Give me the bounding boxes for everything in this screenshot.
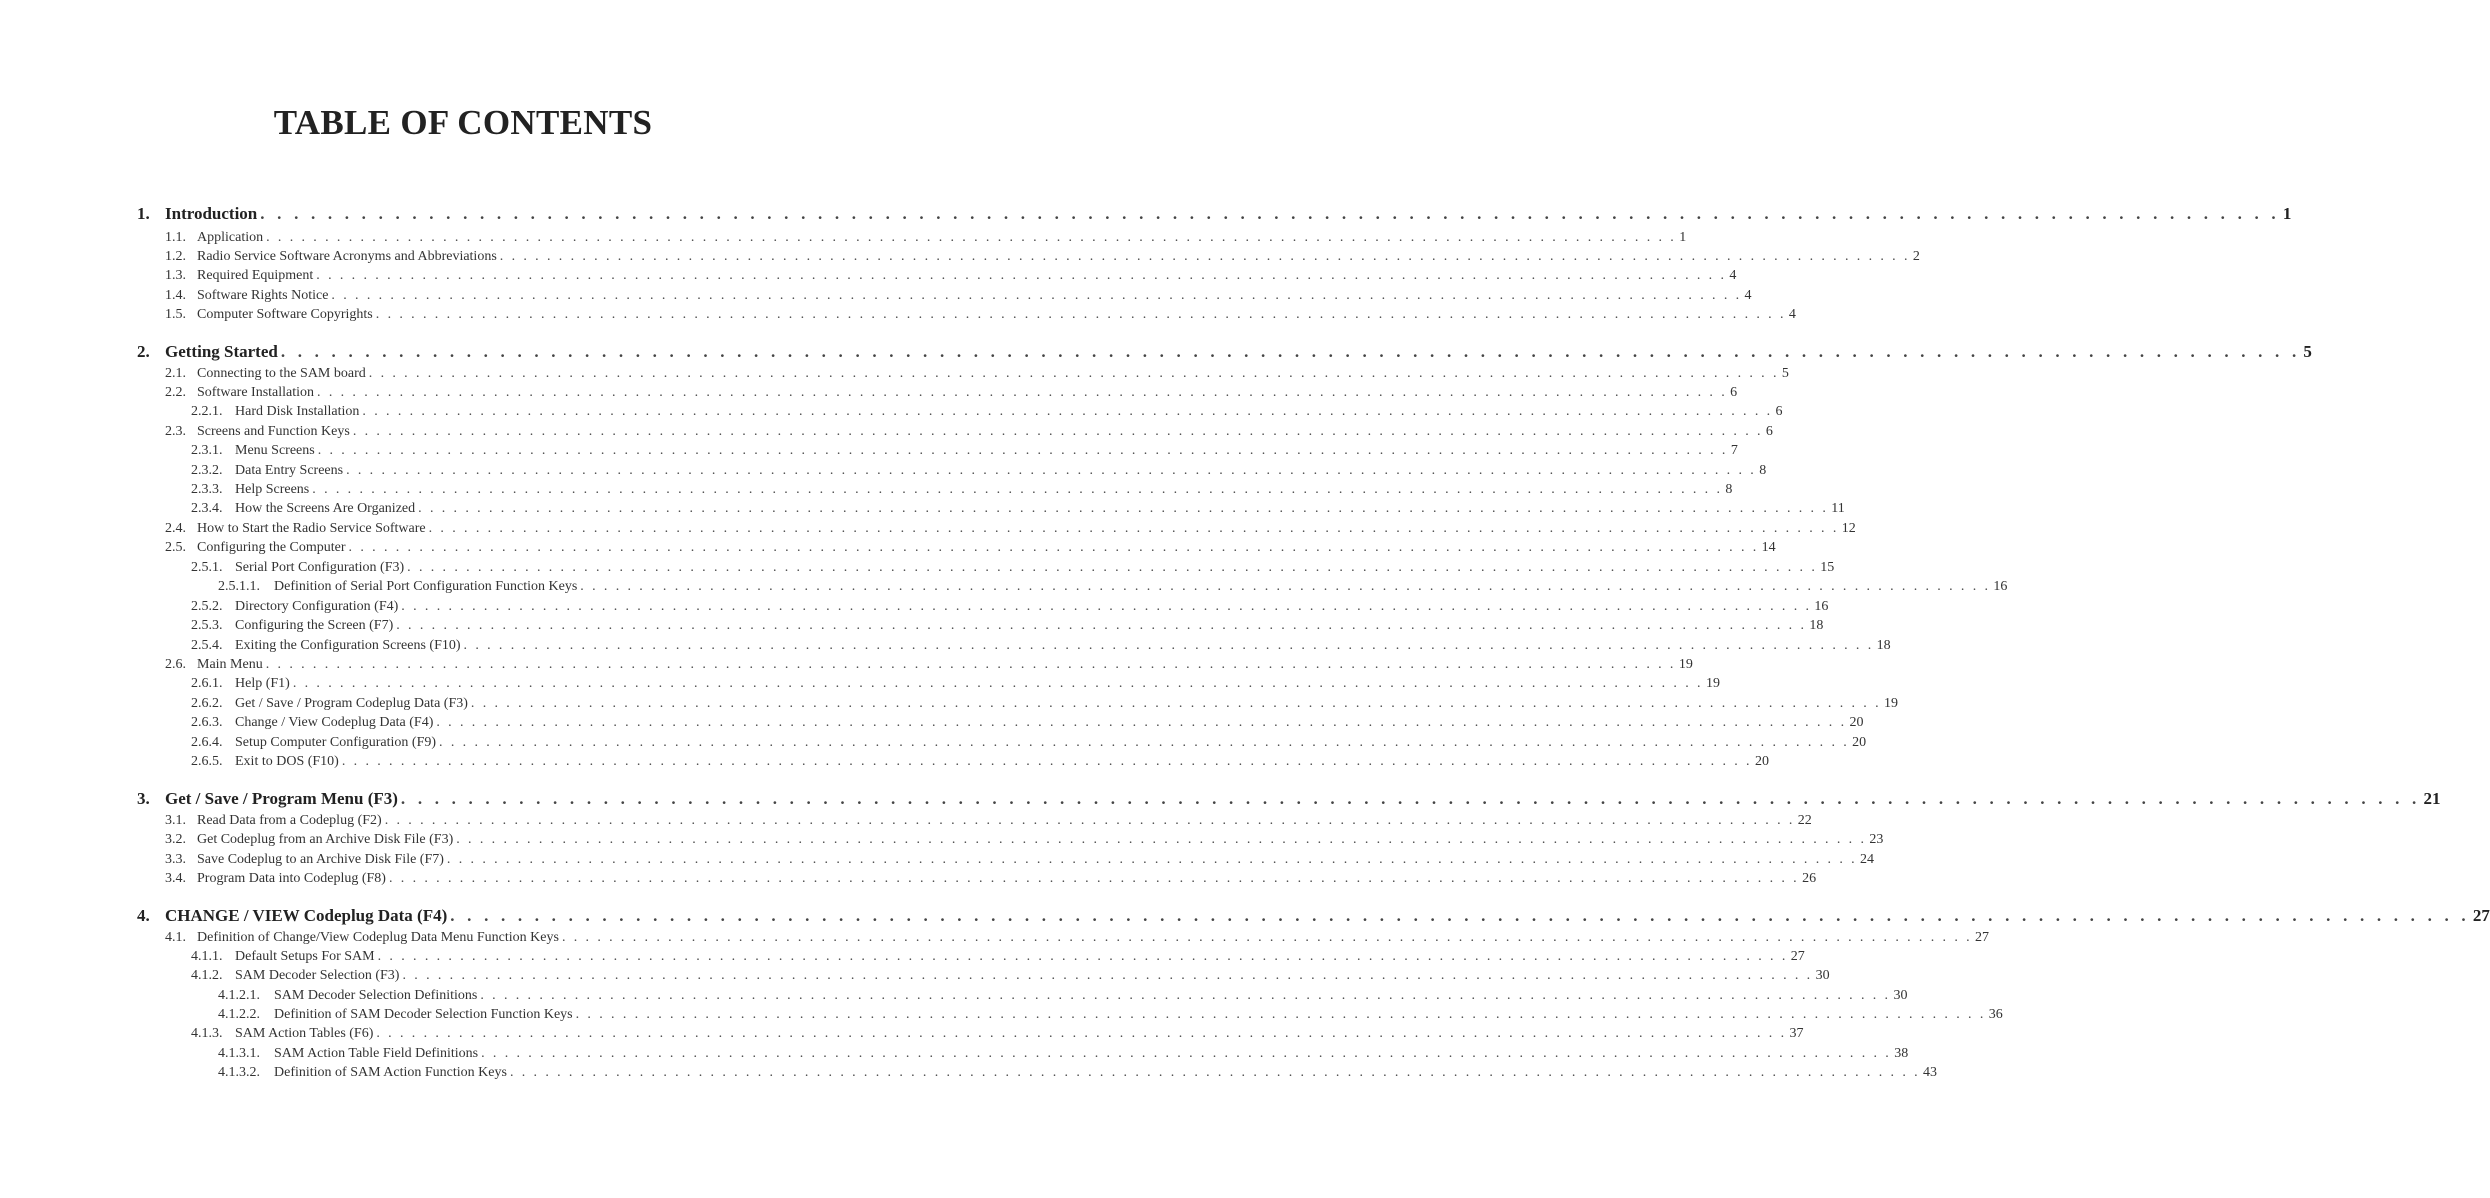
- dot-leader: . . . . . . . . . . . . . . . . . . . . . . . . . . . . . . . . . . . . . . . . . . . . . . . . . . . . . . . . . . . . . . . . . . . . . . . . . . . . . . . . . . . . . . . . . . . . . . . . . . . . . . . . . . . . . . . . . . . . . . . .: [316, 268, 1727, 283]
- toc-entry-number: 3.1.: [165, 813, 186, 828]
- toc-page-number: 16: [1814, 599, 1829, 614]
- toc-entry-number: 2.6.4.: [191, 735, 223, 750]
- toc-entry-number: 4.1.3.2.: [218, 1065, 260, 1080]
- toc-page-number: 23: [1869, 832, 1884, 847]
- dot-leader: . . . . . . . . . . . . . . . . . . . . . . . . . . . . . . . . . . . . . . . . . . . . . . . . . . . . . . . . . . . . . . . . . . . . . . . . . . . . . . . . . . . . . . . . . . . . . . . . . . . . . . . . . . . . . . . . . . . . . . . .: [561, 930, 1973, 945]
- toc-page-number: 20: [1849, 715, 1864, 730]
- toc-entry[interactable]: [165, 424, 1773, 440]
- dot-leader: . . . . . . . . . . . . . . . . . . . . . . . . . . . . . . . . . . . . . . . . . . . . . . . . . . . . . . . . . . . . . . . . . . . . . . . . . . . . . . . . . . . . . . . . . . . . . . . . . . . . . . . . . . . . . . . . . . . . . . . .: [266, 230, 1677, 245]
- toc-chapter-entry[interactable]: [137, 204, 2292, 224]
- toc-entry-number: 4.1.2.2.: [218, 1007, 260, 1022]
- toc-entry-number: 2.6.: [165, 657, 186, 672]
- toc-entry-number: 2.5.: [165, 540, 186, 555]
- dot-leader: . . . . . . . . . . . . . . . . . . . . . . . . . . . . . . . . . . . . . . . . . . . . . . . . . . . . . . . . . . . . . . . . . . . . . . . . . . . . . . . . . . . . . . . . . . . . . . . . . . . . . . . . . . . . . . . . . . . . . . . .: [428, 521, 1839, 536]
- toc-entry-title: SAM Action Tables (F6): [235, 1026, 374, 1041]
- toc-page-number: 27: [2472, 906, 2490, 925]
- toc-entry-number: 1.4.: [165, 288, 186, 303]
- toc-entry-title: Configuring the Screen (F7): [235, 618, 394, 633]
- toc-entry-title: Program Data into Codeplug (F8): [197, 871, 386, 886]
- toc-entry-number: 2.6.5.: [191, 754, 223, 769]
- toc-page-number: 4: [1788, 307, 1796, 322]
- toc-page-number: 1: [2282, 204, 2292, 223]
- toc-entry-title: Get / Save / Program Menu (F3): [165, 789, 398, 808]
- toc-entry[interactable]: [165, 385, 1738, 401]
- toc-entry-number: 1.: [137, 204, 150, 223]
- toc-entry[interactable]: [191, 968, 1830, 984]
- toc-page-number: 24: [1860, 852, 1875, 867]
- toc-entry-number: 1.3.: [165, 268, 186, 283]
- toc-page-number: 16: [1993, 579, 2008, 594]
- toc-entry[interactable]: [218, 1065, 1938, 1081]
- toc-entry[interactable]: [165, 540, 1776, 556]
- toc-entry[interactable]: [165, 366, 1789, 382]
- dot-leader: . . . . . . . . . . . . . . . . . . . . . . . . . . . . . . . . . . . . . . . . . . . . . . . . . . . . . . . . . . . . . . . . . . . . . . . . . . . . . . . . . . . . . . . . . . . . . . . . . . . . . . . . . . . . . . . . . . . . . . . .: [450, 906, 2470, 925]
- toc-entry[interactable]: [191, 1026, 1804, 1042]
- toc-page-number: 38: [1894, 1046, 1909, 1061]
- dot-leader: . . . . . . . . . . . . . . . . . . . . . . . . . . . . . . . . . . . . . . . . . . . . . . . . . . . . . . . . . . . . . . . . . . . . . . . . . . . . . . . . . . . . . . . . . . . . . . . . . . . . . . . . . . . . . . . . . . . . . . . .: [481, 1046, 1892, 1061]
- toc-entry-title: Data Entry Screens: [235, 463, 344, 478]
- toc-entry[interactable]: [191, 443, 1738, 459]
- toc-entry-number: 4.1.1.: [191, 949, 223, 964]
- toc-entry-number: 1.2.: [165, 249, 186, 264]
- toc-entry-title: Software Rights Notice: [197, 288, 329, 303]
- dot-leader: . . . . . . . . . . . . . . . . . . . . . . . . . . . . . . . . . . . . . . . . . . . . . . . . . . . . . . . . . . . . . . . . . . . . . . . . . . . . . . . . . . . . . . . . . . . . . . . . . . . . . . . . . . . . . . . . . . . . . . . .: [376, 1026, 1787, 1041]
- toc-entry-number: 2.1.: [165, 366, 186, 381]
- dot-leader: . . . . . . . . . . . . . . . . . . . . . . . . . . . . . . . . . . . . . . . . . . . . . . . . . . . . . . . . . . . . . . . . . . . . . . . . . . . . . . . . . . . . . . . . . . . . . . . . . . . . . . . . . . . . . . . . . . . . . . . .: [362, 404, 1773, 419]
- toc-page-number: 14: [1761, 540, 1776, 555]
- toc-entry[interactable]: [165, 813, 1812, 829]
- dot-leader: . . . . . . . . . . . . . . . . . . . . . . . . . . . . . . . . . . . . . . . . . . . . . . . . . . . . . . . . . . . . . . . . . . . . . . . . . . . . . . . . . . . . . . . . . . . . . . . . . . . . . . . . . . . . . . . . . . . . . . . .: [436, 715, 1847, 730]
- toc-entry-number: 2.5.4.: [191, 638, 223, 653]
- dot-leader: . . . . . . . . . . . . . . . . . . . . . . . . . . . . . . . . . . . . . . . . . . . . . . . . . . . . . . . . . . . . . . . . . . . . . . . . . . . . . . . . . . . . . . . . . . . . . . . . . . . . . . . . . . . . . . . . . . . . . . . .: [265, 657, 1676, 672]
- toc-entry-title: How to Start the Radio Service Software: [197, 521, 426, 536]
- toc-page-number: 19: [1678, 657, 1693, 672]
- toc-entry-number: 3.3.: [165, 852, 186, 867]
- toc-page-number: 12: [1841, 521, 1856, 536]
- dot-leader: . . . . . . . . . . . . . . . . . . . . . . . . . . . . . . . . . . . . . . . . . . . . . . . . . . . . . . . . . . . . . . . . . . . . . . . . . . . . . . . . . . . . . . . . . . . . . . . . . . . . . . . . . . . . . . . . . . . . . . . .: [292, 676, 1703, 691]
- dot-leader: . . . . . . . . . . . . . . . . . . . . . . . . . . . . . . . . . . . . . . . . . . . . . . . . . . . . . . . . . . . . . . . . . . . . . . . . . . . . . . . . . . . . . . . . . . . . . . . . . . . . . . . . . . . . . . . . . . . . . . . .: [480, 988, 1891, 1003]
- dot-leader: . . . . . . . . . . . . . . . . . . . . . . . . . . . . . . . . . . . . . . . . . . . . . . . . . . . . . . . . . . . . . . . . . . . . . . . . . . . . . . . . . . . . . . . . . . . . . . . . . . . . . . . . . . . . . . . . . . . . . . . .: [377, 949, 1788, 964]
- toc-page-number: 20: [1852, 735, 1867, 750]
- toc-entry-number: 4.1.3.: [191, 1026, 223, 1041]
- toc-page-number: 27: [1975, 930, 1990, 945]
- toc-entry[interactable]: [165, 657, 1693, 673]
- toc-entry-number: 2.3.4.: [191, 501, 223, 516]
- dot-leader: . . . . . . . . . . . . . . . . . . . . . . . . . . . . . . . . . . . . . . . . . . . . . . . . . . . . . . . . . . . . . . . . . . . . . . . . . . . . . . . . . . . . . . . . . . . . . . . . . . . . . . . . . . . . . . . . . . . . . . . .: [352, 424, 1763, 439]
- toc-page-number: 11: [1831, 501, 1845, 516]
- toc-page-number: 26: [1802, 871, 1817, 886]
- toc-entry-title: Definition of SAM Action Function Keys: [274, 1065, 507, 1080]
- toc-entry-number: 2.3.3.: [191, 482, 223, 497]
- toc-entry-number: 2.5.2.: [191, 599, 223, 614]
- toc-entry-title: Menu Screens: [235, 443, 315, 458]
- toc-entry-number: 4.: [137, 906, 150, 925]
- toc-entry-title: Default Setups For SAM: [235, 949, 375, 964]
- toc-entry-number: 2.: [137, 342, 150, 361]
- toc-entry[interactable]: [191, 618, 1824, 634]
- toc-entry-title: Help (F1): [235, 676, 290, 691]
- toc-entry[interactable]: [191, 735, 1867, 751]
- toc-entry-number: 2.3.1.: [191, 443, 223, 458]
- toc-entry[interactable]: [165, 852, 1875, 868]
- toc-entry-number: 2.3.: [165, 424, 186, 439]
- toc-page-number: 18: [1809, 618, 1824, 633]
- dot-leader: . . . . . . . . . . . . . . . . . . . . . . . . . . . . . . . . . . . . . . . . . . . . . . . . . . . . . . . . . . . . . . . . . . . . . . . . . . . . . . . . . . . . . . . . . . . . . . . . . . . . . . . . . . . . . . . . . . . . . . . .: [396, 618, 1807, 633]
- toc-entry-title: Definition of SAM Decoder Selection Function Keys: [274, 1007, 573, 1022]
- toc-page-number: 5: [2303, 342, 2312, 361]
- dot-leader: . . . . . . . . . . . . . . . . . . . . . . . . . . . . . . . . . . . . . . . . . . . . . . . . . . . . . . . . . . . . . . . . . . . . . . . . . . . . . . . . . . . . . . . . . . . . . . . . . . . . . . . . . . . . . . . . . . . . . . . .: [346, 463, 1757, 478]
- dot-leader: . . . . . . . . . . . . . . . . . . . . . . . . . . . . . . . . . . . . . . . . . . . . . . . . . . . . . . . . . . . . . . . . . . . . . . . . . . . . . . . . . . . . . . . . . . . . . . . . . . . . . . . . . . . . . . . . . . . . . . . .: [348, 540, 1759, 555]
- toc-page-number: 15: [1820, 560, 1835, 575]
- toc-entry-title: SAM Action Table Field Definitions: [274, 1046, 479, 1061]
- toc-entry-number: 4.1.2.1.: [218, 988, 260, 1003]
- toc-entry-title: Computer Software Copyrights: [197, 307, 373, 322]
- toc-entry-number: 2.3.2.: [191, 463, 223, 478]
- toc-entry[interactable]: [165, 871, 1817, 887]
- toc-entry-title: Exit to DOS (F10): [235, 754, 339, 769]
- toc-entry-title: Save Codeplug to an Archive Disk File (F7): [197, 852, 444, 867]
- toc-page-number: 6: [1775, 404, 1783, 419]
- toc-entry-title: Exiting the Configuration Screens (F10): [235, 638, 461, 653]
- toc-entry-title: Setup Computer Configuration (F9): [235, 735, 437, 750]
- dot-leader: . . . . . . . . . . . . . . . . . . . . . . . . . . . . . . . . . . . . . . . . . . . . . . . . . . . . . . . . . . . . . . . . . . . . . . . . . . . . . . . . . . . . . . . . . . . . . . . . . . . . . . . . . . . . . . . . . . . . . . . .: [317, 385, 1728, 400]
- toc-entry-title: Get / Save / Program Codeplug Data (F3): [235, 696, 468, 711]
- toc-page-number: 2: [1912, 249, 1920, 264]
- toc-entry[interactable]: [165, 230, 1687, 246]
- toc-entry-title: Radio Service Software Acronyms and Abbreviations: [197, 249, 497, 264]
- dot-leader: . . . . . . . . . . . . . . . . . . . . . . . . . . . . . . . . . . . . . . . . . . . . . . . . . . . . . . . . . . . . . . . . . . . . . . . . . . . . . . . . . . . . . . . . . . . . . . . . . . . . . . . . . . . . . . . . . . . . . . . .: [317, 443, 1728, 458]
- toc-entry-number: 2.5.3.: [191, 618, 223, 633]
- toc-entry-title: Definition of Serial Port Configuration Function Keys: [274, 579, 578, 594]
- toc-entry[interactable]: [218, 579, 2008, 595]
- toc-page-number: 30: [1893, 988, 1908, 1003]
- toc-entry-title: Getting Started: [165, 342, 278, 361]
- toc-page-number: 19: [1884, 696, 1899, 711]
- toc-entry-title: Required Equipment: [197, 268, 314, 283]
- dot-leader: . . . . . . . . . . . . . . . . . . . . . . . . . . . . . . . . . . . . . . . . . . . . . . . . . . . . . . . . . . . . . . . . . . . . . . . . . . . . . . . . . . . . . . . . . . . . . . . . . . . . . . . . . . . . . . . . . . . . . . . .: [580, 579, 1991, 594]
- toc-page-number: 5: [1781, 366, 1789, 381]
- dot-leader: . . . . . . . . . . . . . . . . . . . . . . . . . . . . . . . . . . . . . . . . . . . . . . . . . . . . . . . . . . . . . . . . . . . . . . . . . . . . . . . . . . . . . . . . . . . . . . . . . . . . . . . . . . . . . . . . . . . . . . . .: [331, 288, 1742, 303]
- toc-entry[interactable]: [191, 404, 1783, 420]
- toc-entry-number: 2.6.1.: [191, 676, 223, 691]
- toc-entry[interactable]: [165, 521, 1856, 537]
- dot-leader: . . . . . . . . . . . . . . . . . . . . . . . . . . . . . . . . . . . . . . . . . . . . . . . . . . . . . . . . . . . . . . . . . . . . . . . . . . . . . . . . . . . . . . . . . . . . . . . . . . . . . . . . . . . . . . . . . . . . . . . .: [509, 1065, 1921, 1080]
- toc-chapter-entry[interactable]: [137, 906, 2490, 926]
- toc-entry-number: 1.1.: [165, 230, 186, 245]
- dot-leader: . . . . . . . . . . . . . . . . . . . . . . . . . . . . . . . . . . . . . . . . . . . . . . . . . . . . . . . . . . . . . . . . . . . . . . . . . . . . . . . . . . . . . . . . . . . . . . . . . . . . . . . . . . . . . . . . . . . . . . . .: [341, 754, 1752, 769]
- toc-entry[interactable]: [191, 949, 1805, 965]
- toc-page-number: 30: [1815, 968, 1830, 983]
- toc-page-number: 7: [1730, 443, 1738, 458]
- toc-entry-title: SAM Decoder Selection Definitions: [274, 988, 478, 1003]
- toc-page-number: 27: [1790, 949, 1805, 964]
- toc-entry[interactable]: [191, 501, 1845, 517]
- toc-page-number: 6: [1765, 424, 1773, 439]
- toc-page-number: 37: [1789, 1026, 1804, 1041]
- toc-page-number: 21: [2423, 789, 2441, 808]
- toc-entry[interactable]: [218, 988, 1908, 1004]
- dot-leader: . . . . . . . . . . . . . . . . . . . . . . . . . . . . . . . . . . . . . . . . . . . . . . . . . . . . . . . . . . . . . . . . . . . . . . . . . . . . . . . . . . . . . . . . . . . . . . . . . . . . . . . . . . . . . . . . . . . . . . . .: [418, 501, 1829, 516]
- toc-page-number: 22: [1797, 813, 1812, 828]
- toc-entry-title: Get Codeplug from an Archive Disk File (F3): [197, 832, 454, 847]
- toc-page-number: 18: [1876, 638, 1891, 653]
- toc-entry-number: 2.6.3.: [191, 715, 223, 730]
- toc-chapter-entry[interactable]: [137, 342, 2312, 362]
- toc-entry-number: 2.2.: [165, 385, 186, 400]
- dot-leader: . . . . . . . . . . . . . . . . . . . . . . . . . . . . . . . . . . . . . . . . . . . . . . . . . . . . . . . . . . . . . . . . . . . . . . . . . . . . . . . . . . . . . . . . . . . . . . . . . . . . . . . . . . . . . . . . . . . . . . . .: [260, 204, 2280, 223]
- toc-page-number: 8: [1759, 463, 1767, 478]
- dot-leader: . . . . . . . . . . . . . . . . . . . . . . . . . . . . . . . . . . . . . . . . . . . . . . . . . . . . . . . . . . . . . . . . . . . . . . . . . . . . . . . . . . . . . . . . . . . . . . . . . . . . . . . . . . . . . . . . . . . . . . . .: [388, 871, 1800, 886]
- toc-entry-number: 4.1.3.1.: [218, 1046, 260, 1061]
- toc-entry-title: How the Screens Are Organized: [235, 501, 416, 516]
- toc-entry[interactable]: [218, 1046, 1909, 1062]
- dot-leader: . . . . . . . . . . . . . . . . . . . . . . . . . . . . . . . . . . . . . . . . . . . . . . . . . . . . . . . . . . . . . . . . . . . . . . . . . . . . . . . . . . . . . . . . . . . . . . . . . . . . . . . . . . . . . . . . . . . . . . . .: [499, 249, 1910, 264]
- toc-entry[interactable]: [191, 463, 1767, 479]
- toc-entry-title: Connecting to the SAM board: [197, 366, 366, 381]
- dot-leader: . . . . . . . . . . . . . . . . . . . . . . . . . . . . . . . . . . . . . . . . . . . . . . . . . . . . . . . . . . . . . . . . . . . . . . . . . . . . . . . . . . . . . . . . . . . . . . . . . . . . . . . . . . . . . . . . . . . . . . . .: [463, 638, 1874, 653]
- toc-page-number: 8: [1725, 482, 1733, 497]
- dot-leader: . . . . . . . . . . . . . . . . . . . . . . . . . . . . . . . . . . . . . . . . . . . . . . . . . . . . . . . . . . . . . . . . . . . . . . . . . . . . . . . . . . . . . . . . . . . . . . . . . . . . . . . . . . . . . . . . . . . . . . . .: [312, 482, 1723, 497]
- toc-entry[interactable]: [191, 754, 1769, 770]
- toc-entry-number: 2.2.1.: [191, 404, 223, 419]
- toc-entry[interactable]: [191, 638, 1891, 654]
- toc-entry[interactable]: [165, 249, 1920, 265]
- toc-entry-number: 4.1.2.: [191, 968, 223, 983]
- toc-entry-number: 2.5.1.1.: [218, 579, 260, 594]
- toc-entry-title: Software Installation: [197, 385, 315, 400]
- toc-entry-title: Directory Configuration (F4): [235, 599, 399, 614]
- dot-leader: . . . . . . . . . . . . . . . . . . . . . . . . . . . . . . . . . . . . . . . . . . . . . . . . . . . . . . . . . . . . . . . . . . . . . . . . . . . . . . . . . . . . . . . . . . . . . . . . . . . . . . . . . . . . . . . . . . . . . . . .: [384, 813, 1795, 828]
- toc-entry-number: 3.: [137, 789, 150, 808]
- dot-leader: . . . . . . . . . . . . . . . . . . . . . . . . . . . . . . . . . . . . . . . . . . . . . . . . . . . . . . . . . . . . . . . . . . . . . . . . . . . . . . . . . . . . . . . . . . . . . . . . . . . . . . . . . . . . . . . . . . . . . . . .: [439, 735, 1850, 750]
- toc-page-number: 20: [1754, 754, 1769, 769]
- toc-entry-title: SAM Decoder Selection (F3): [235, 968, 400, 983]
- toc-entry[interactable]: [191, 676, 1720, 692]
- toc-entry-title: Configuring the Computer: [197, 540, 346, 555]
- toc-page-number: 4: [1744, 288, 1752, 303]
- dot-leader: . . . . . . . . . . . . . . . . . . . . . . . . . . . . . . . . . . . . . . . . . . . . . . . . . . . . . . . . . . . . . . . . . . . . . . . . . . . . . . . . . . . . . . . . . . . . . . . . . . . . . . . . . . . . . . . . . . . . . . . .: [400, 789, 2421, 808]
- toc-page-number: 36: [1988, 1007, 2003, 1022]
- toc-entry-title: Help Screens: [235, 482, 310, 497]
- toc-entry-title: CHANGE / VIEW Codeplug Data (F4): [165, 906, 448, 925]
- toc-entry[interactable]: [191, 560, 1835, 576]
- toc-entry[interactable]: [218, 1007, 2003, 1023]
- dot-leader: . . . . . . . . . . . . . . . . . . . . . . . . . . . . . . . . . . . . . . . . . . . . . . . . . . . . . . . . . . . . . . . . . . . . . . . . . . . . . . . . . . . . . . . . . . . . . . . . . . . . . . . . . . . . . . . . . . . . . . . .: [401, 599, 1812, 614]
- toc-page-number: 43: [1923, 1065, 1938, 1080]
- toc-page-number: 4: [1729, 268, 1737, 283]
- toc-entry-title: Hard Disk Installation: [235, 404, 360, 419]
- dot-leader: . . . . . . . . . . . . . . . . . . . . . . . . . . . . . . . . . . . . . . . . . . . . . . . . . . . . . . . . . . . . . . . . . . . . . . . . . . . . . . . . . . . . . . . . . . . . . . . . . . . . . . . . . . . . . . . . . . . . . . . .: [368, 366, 1779, 381]
- toc-entry-number: 2.4.: [165, 521, 186, 536]
- toc-chapter-entry[interactable]: [137, 789, 2441, 809]
- toc-entry-title: Screens and Function Keys: [197, 424, 350, 439]
- dot-leader: . . . . . . . . . . . . . . . . . . . . . . . . . . . . . . . . . . . . . . . . . . . . . . . . . . . . . . . . . . . . . . . . . . . . . . . . . . . . . . . . . . . . . . . . . . . . . . . . . . . . . . . . . . . . . . . . . . . . . . . .: [402, 968, 1813, 983]
- toc-entry[interactable]: [165, 930, 1990, 946]
- toc-entry[interactable]: [191, 715, 1864, 731]
- toc-page-number: 19: [1705, 676, 1720, 691]
- toc-entry[interactable]: [165, 268, 1737, 284]
- dot-leader: . . . . . . . . . . . . . . . . . . . . . . . . . . . . . . . . . . . . . . . . . . . . . . . . . . . . . . . . . . . . . . . . . . . . . . . . . . . . . . . . . . . . . . . . . . . . . . . . . . . . . . . . . . . . . . . . . . . . . . . .: [280, 342, 2301, 361]
- dot-leader: . . . . . . . . . . . . . . . . . . . . . . . . . . . . . . . . . . . . . . . . . . . . . . . . . . . . . . . . . . . . . . . . . . . . . . . . . . . . . . . . . . . . . . . . . . . . . . . . . . . . . . . . . . . . . . . . . . . . . . . .: [407, 560, 1818, 575]
- dot-leader: . . . . . . . . . . . . . . . . . . . . . . . . . . . . . . . . . . . . . . . . . . . . . . . . . . . . . . . . . . . . . . . . . . . . . . . . . . . . . . . . . . . . . . . . . . . . . . . . . . . . . . . . . . . . . . . . . . . . . . . .: [456, 832, 1867, 847]
- toc-entry[interactable]: [191, 482, 1733, 498]
- toc-entry[interactable]: [191, 599, 1829, 615]
- toc-entry[interactable]: [165, 288, 1752, 304]
- toc-entry-number: 2.6.2.: [191, 696, 223, 711]
- toc-entry-number: 2.5.1.: [191, 560, 223, 575]
- toc-entry-title: Change / View Codeplug Data (F4): [235, 715, 434, 730]
- dot-leader: . . . . . . . . . . . . . . . . . . . . . . . . . . . . . . . . . . . . . . . . . . . . . . . . . . . . . . . . . . . . . . . . . . . . . . . . . . . . . . . . . . . . . . . . . . . . . . . . . . . . . . . . . . . . . . . . . . . . . . . .: [375, 307, 1786, 322]
- page-title: TABLE OF CONTENTS: [273, 103, 653, 142]
- dot-leader: . . . . . . . . . . . . . . . . . . . . . . . . . . . . . . . . . . . . . . . . . . . . . . . . . . . . . . . . . . . . . . . . . . . . . . . . . . . . . . . . . . . . . . . . . . . . . . . . . . . . . . . . . . . . . . . . . . . . . . . .: [575, 1007, 1986, 1022]
- toc-entry[interactable]: [165, 307, 1796, 323]
- toc-entry-number: 3.2.: [165, 832, 186, 847]
- toc-page-number: 6: [1730, 385, 1738, 400]
- toc-entry-number: 4.1.: [165, 930, 186, 945]
- toc-entry-title: Read Data from a Codeplug (F2): [197, 813, 382, 828]
- toc-entry[interactable]: [191, 696, 1899, 712]
- dot-leader: . . . . . . . . . . . . . . . . . . . . . . . . . . . . . . . . . . . . . . . . . . . . . . . . . . . . . . . . . . . . . . . . . . . . . . . . . . . . . . . . . . . . . . . . . . . . . . . . . . . . . . . . . . . . . . . . . . . . . . . .: [470, 696, 1882, 711]
- toc-entry-number: 1.5.: [165, 307, 186, 322]
- toc-entry-title: Serial Port Configuration (F3): [235, 560, 405, 575]
- toc-entry-title: Application: [197, 230, 264, 245]
- dot-leader: . . . . . . . . . . . . . . . . . . . . . . . . . . . . . . . . . . . . . . . . . . . . . . . . . . . . . . . . . . . . . . . . . . . . . . . . . . . . . . . . . . . . . . . . . . . . . . . . . . . . . . . . . . . . . . . . . . . . . . . .: [446, 852, 1858, 867]
- toc-page-number: 1: [1679, 230, 1687, 245]
- toc-entry-title: Main Menu: [197, 657, 263, 672]
- toc-entry[interactable]: [165, 832, 1884, 848]
- toc-entry-title: Introduction: [165, 204, 258, 223]
- toc-entry-number: 3.4.: [165, 871, 186, 886]
- toc-entry-title: Definition of Change/View Codeplug Data Menu Function Keys: [197, 930, 559, 945]
